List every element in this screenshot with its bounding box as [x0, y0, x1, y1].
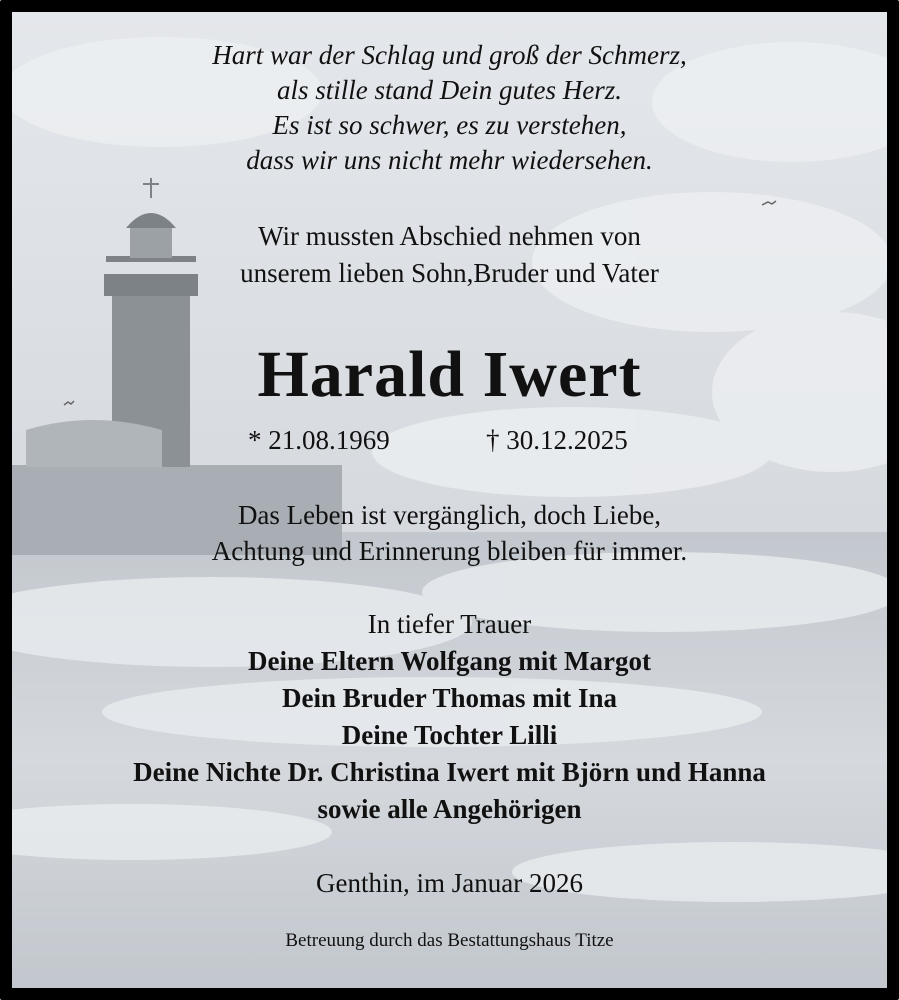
funeral-home: Betreuung durch das Bestattungshaus Titze: [285, 930, 614, 951]
mourning-intro: In tiefer Trauer: [367, 609, 532, 639]
poem-line-2: als stille stand Dein gutes Herz.: [277, 75, 622, 105]
intro-line-2: unserem lieben Sohn,Bruder und Vater: [240, 258, 659, 288]
mourner-line: Deine Nichte Dr. Christina Iwert mit Björn und Hanna: [133, 757, 766, 787]
mourner-line: Dein Bruder Thomas mit Ina: [281, 683, 618, 713]
poem-line-3: Es ist so schwer, es zu verstehen,: [272, 110, 627, 140]
intro-line-1: Wir mussten Abschied nehmen von: [258, 221, 641, 251]
deceased-name: Harald Iwert: [257, 338, 642, 411]
death-date: † 30.12.2025: [486, 425, 628, 455]
quote-line-1: Das Leben ist vergänglich, doch Liebe,: [237, 500, 662, 530]
mourner-line: Deine Eltern Wolfgang mit Margot: [248, 646, 651, 676]
mourner-line: Deine Tochter Lilli: [341, 720, 558, 750]
place-date: Genthin, im Januar 2026: [316, 868, 583, 898]
obituary-text: [12, 12, 887, 988]
quote-line-2: Achtung und Erinnerung bleiben für immer.: [211, 536, 688, 566]
mourner-line: sowie alle Angehörigen: [317, 794, 582, 824]
poem-line-4: dass wir uns nicht mehr wiedersehen.: [246, 145, 653, 175]
birth-date: * 21.08.1969: [248, 425, 390, 455]
poem-line-1: Hart war der Schlag und groß der Schmerz,: [212, 40, 687, 70]
